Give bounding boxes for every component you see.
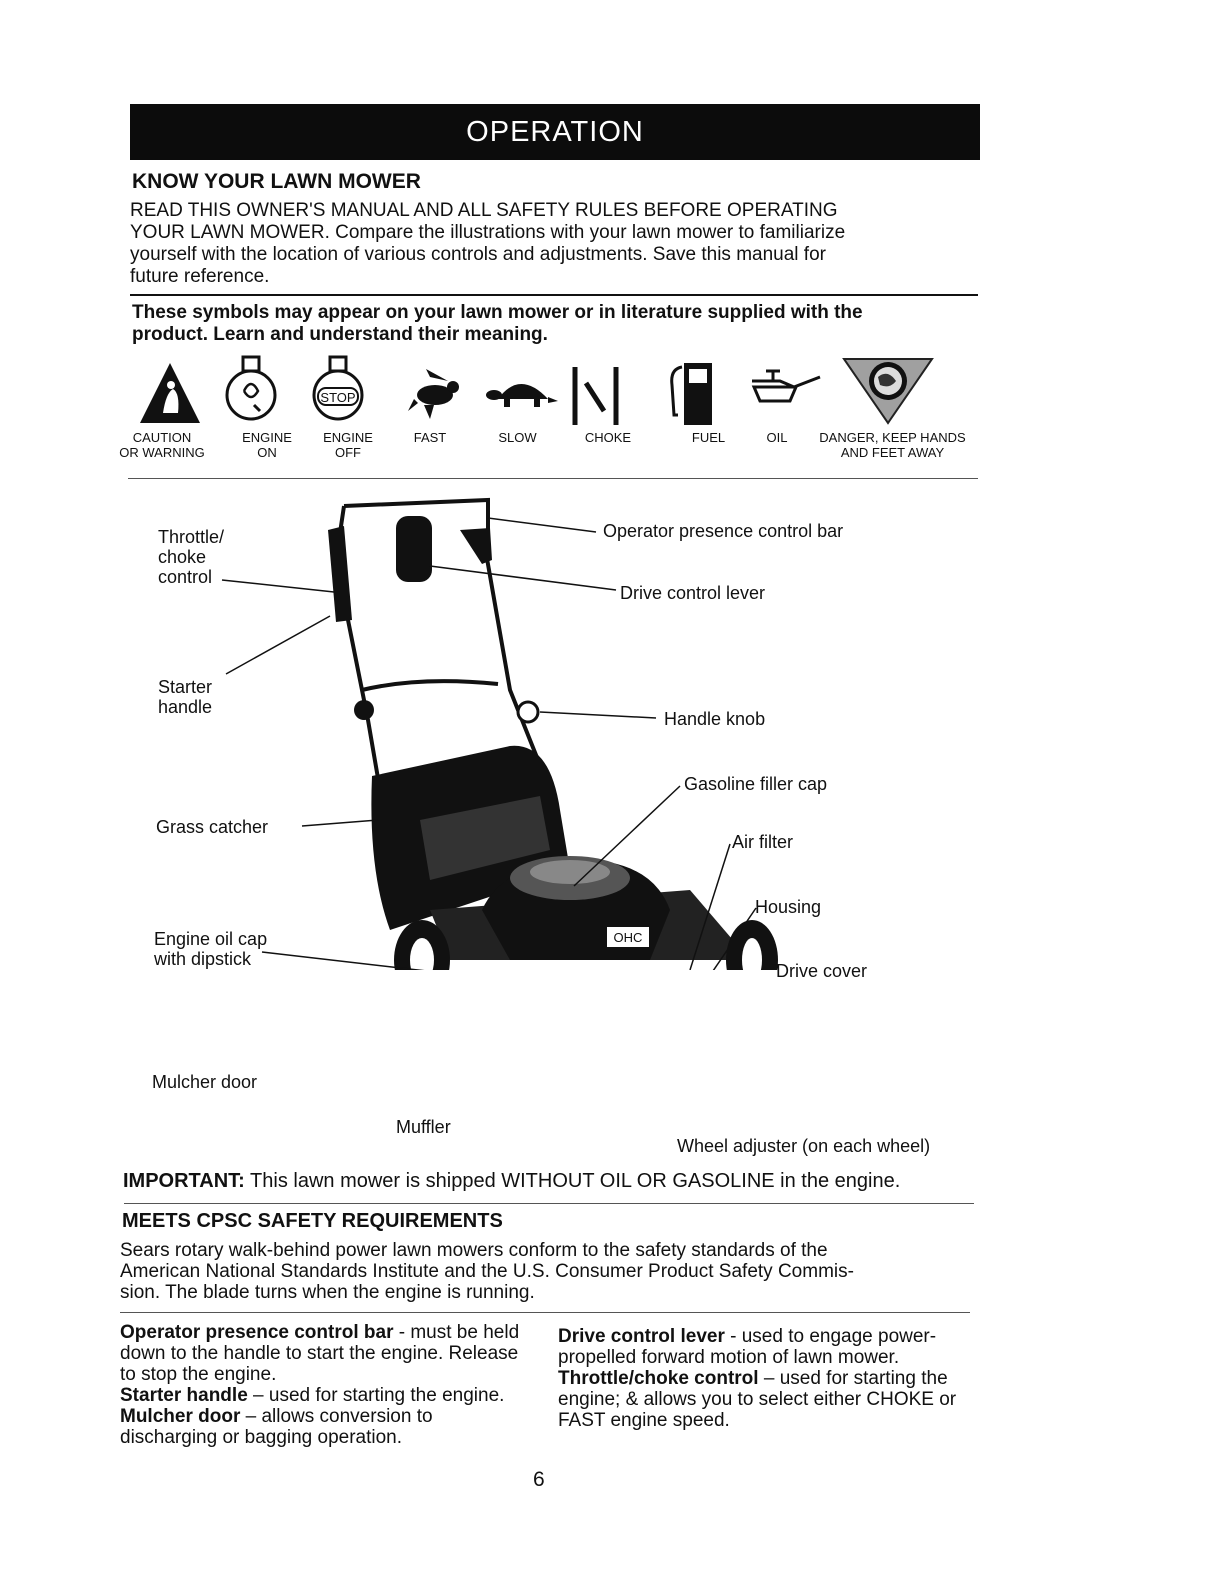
callout-drive-lever: Drive control lever [620,583,766,603]
symbol-label [222,430,312,460]
important-note [123,1170,900,1193]
page-number: 6 [533,1468,545,1491]
def-throttle [558,1368,978,1431]
callout-air-filter: Air filter [732,832,794,852]
know-line: future reference. [130,266,270,287]
def-term: Drive control lever [558,1326,725,1347]
def-term: Starter handle [120,1385,248,1406]
symbols-intro [132,302,863,346]
know-line: yourself with the location of various controls and adjustments. Save this manual for [130,244,826,265]
callout-wheel-adjuster: Wheel adjuster (on each wheel) [677,1136,931,1156]
divider [124,1203,974,1204]
divider [128,478,978,479]
important-text: This lawn mower is shipped WITHOUT OIL OR GASOLINE in the engine. [244,1170,901,1192]
symbols-intro-line: product. Learn and understand their meaning. [132,324,548,345]
cpsc-line: American National Standards Institute and the U.S. Consumer Product Safety Commis- [120,1261,854,1282]
know-line: READ THIS OWNER'S MANUAL AND ALL SAFETY RULES BEFORE OPERATING [130,200,838,221]
label-choke: CHOKE [584,430,632,445]
important-label: IMPORTANT: [123,1170,245,1192]
cpsc-line: sion. The blade turns when the engine is running. [120,1282,535,1303]
know-heading: KNOW YOUR LAWN MOWER [132,170,421,193]
callout-grass-catcher: Grass catcher [156,817,269,837]
def-drive-lever [558,1326,978,1368]
danger-hands-feet-icon [844,359,932,423]
divider [120,1312,970,1313]
label-oil: OIL [766,430,788,445]
section-title: OPERATION [466,115,644,148]
label-engine-on: ENGINE ON [242,430,292,460]
def-text: – used for starting the engine; & allows you to select either CHOKE or FAST engine speed. [558,1368,957,1431]
caution-warning-icon [140,363,200,423]
section-header [130,104,980,160]
choke-icon [575,367,616,425]
def-starter [120,1385,520,1406]
cpsc-heading: MEETS CPSC SAFETY REQUIREMENTS [122,1210,503,1232]
symbol-label [112,430,212,460]
callout-throttle: Throttle/ choke control [158,527,225,587]
callout-engine-oil: Engine oil cap with dipstick [154,929,268,969]
def-text: – used for starting the engine. [247,1385,505,1406]
def-term: Throttle/choke control [558,1368,759,1389]
label-slow: SLOW [498,430,537,445]
fuel-pump-icon [672,363,712,425]
symbol-label [303,430,393,460]
def-text: - used to engage power-propelled forward motion of lawn mower. [558,1326,937,1368]
label-fast: FAST [413,430,447,445]
callout-mulcher: Mulcher door [152,1072,258,1092]
engine-off-icon [314,357,362,419]
symbols-row [130,355,980,430]
starter-knob [354,700,374,720]
handle-knob [518,702,538,722]
label-fuel: FUEL [691,430,726,445]
divider [130,294,978,296]
stop-text: STOP [320,390,356,405]
callout-handle-knob: Handle knob [664,709,766,729]
callout-operator-bar: Operator presence control bar [603,521,844,541]
label-danger: DANGER, KEEP HANDS AND FEET AWAY [819,430,966,460]
symbol-label [805,430,980,460]
throttle-control [328,526,352,622]
oil-can-icon [752,371,820,401]
callout-drive-cover: Drive cover [776,961,868,981]
callout-gas-cap: Gasoline filler cap [684,774,828,794]
label-caution: CAUTION OR WARNING [119,430,205,460]
label-engine-off: ENGINE OFF [323,430,373,460]
engine-on-icon [227,357,275,419]
mower-diagram [130,490,990,970]
know-paragraph [130,200,990,288]
cpsc-paragraph [120,1240,980,1303]
cpsc-line: Sears rotary walk-behind power lawn mowers conform to the safety standards of the [120,1240,828,1261]
slow-turtle-icon [486,384,558,407]
engine-badge: OHC [613,930,643,945]
know-line: YOUR LAWN MOWER. Compare the illustrations with your lawn mower to familiarize [130,222,846,243]
fast-rabbit-icon [408,369,459,419]
def-text: – allows conversion to discharging or bagging operation. [120,1406,433,1448]
definitions-left [120,1322,520,1448]
def-operator-bar [120,1322,520,1385]
drive-control-lever [396,516,432,582]
callout-starter: Starter handle [158,677,213,717]
symbols-intro-line: These symbols may appear on your lawn mower or in literature supplied with the [132,302,863,323]
def-text: - must be held down to the handle to start the engine. Release to stop the engine. [120,1322,520,1385]
def-term: Operator presence control bar [120,1322,394,1343]
def-term: Mulcher door [120,1406,241,1427]
def-mulcher [120,1406,520,1448]
callout-housing: Housing [755,897,822,917]
definitions-right [558,1326,978,1431]
callout-muffler: Muffler [396,1117,451,1137]
handle-grip [460,528,492,564]
